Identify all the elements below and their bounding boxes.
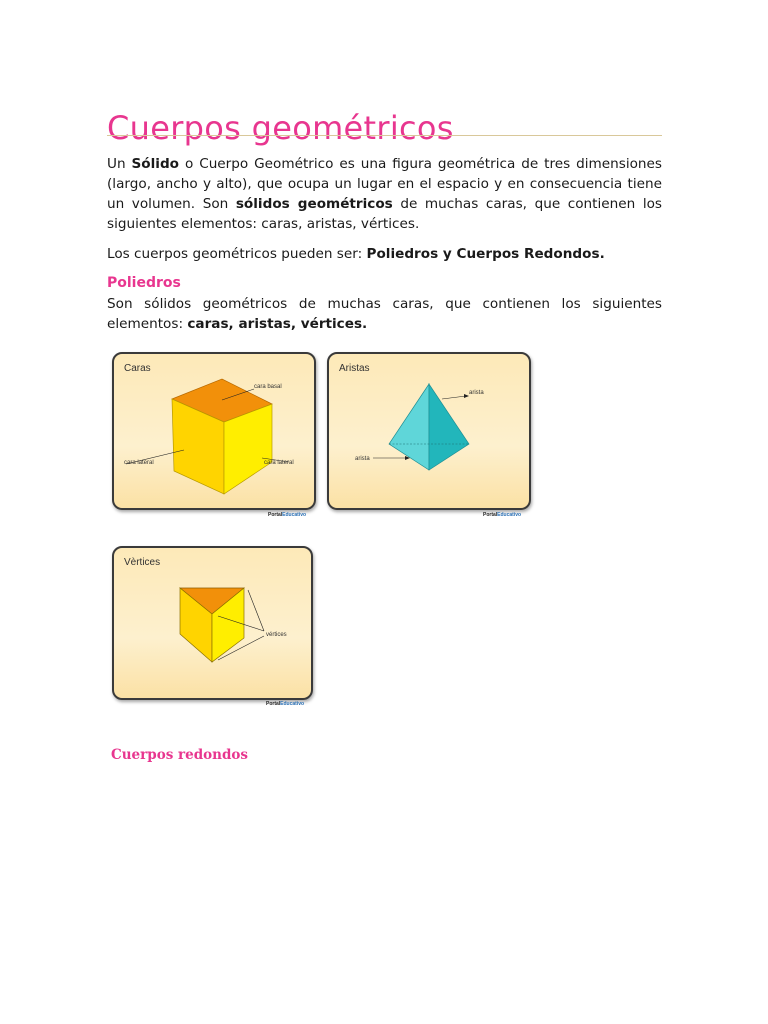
arista-bottom-label: arista: [355, 456, 370, 462]
cube-illustration: [114, 354, 314, 508]
credit-portal: Portal: [483, 512, 498, 518]
caras-figure: [112, 352, 316, 510]
portal-educativo-logo: [268, 512, 306, 518]
credit-educativo: Educativo: [282, 512, 307, 518]
intro-text-3: de muchas caras, que contienen los siguientes elementos: caras, aristas, vértices.: [107, 196, 662, 232]
cara-basal-label: cara basal: [254, 384, 282, 390]
aristas-figure-label: Aristas: [339, 363, 370, 374]
types-text: Los cuerpos geométricos pueden ser:: [107, 246, 367, 262]
page-title: Cuerpos geométricos: [107, 109, 454, 148]
portal-educativo-logo: [266, 701, 304, 707]
types-paragraph: [107, 244, 662, 264]
credit-portal: Portal: [268, 512, 283, 518]
poliedros-paragraph: [107, 294, 662, 334]
poliedros-text: Son sólidos geométricos de muchas caras, que contienen los siguientes elementos:: [107, 296, 662, 332]
intro-paragraph: [107, 154, 662, 234]
prism-illustration: [114, 548, 311, 698]
arista-top-label: arista: [469, 390, 484, 396]
cara-lateral-right-label: cara lateral: [264, 460, 294, 466]
credit-educativo: Educativo: [280, 701, 305, 707]
types-bold: Poliedros y Cuerpos Redondos.: [366, 246, 605, 262]
vertices-figure: [112, 546, 313, 700]
caras-figure-label: Caras: [124, 363, 151, 374]
poliedros-heading: Poliedros: [107, 275, 181, 291]
intro-text-1: Un: [107, 156, 132, 172]
pyramid-illustration: [329, 354, 529, 508]
cara-lateral-left-label: cara lateral: [124, 460, 154, 466]
aristas-figure: [327, 352, 531, 510]
intro-text-2: o Cuerpo Geométrico es una figura geométrica de tres dimensiones (largo, ancho y alto), que ocupa un lugar en el espacio y en consecuencia tiene un volumen. Son: [107, 156, 662, 212]
title-divider: [107, 135, 662, 136]
intro-bold-solido: Sólido: [131, 156, 180, 172]
credit-portal: Portal: [266, 701, 281, 707]
cuerpos-redondos-heading: Cuerpos redondos: [111, 747, 249, 763]
vertices-label: vértices: [266, 632, 287, 638]
vertices-figure-label: Vèrtices: [124, 557, 161, 568]
intro-bold-solidos: sólidos geométricos: [235, 196, 393, 212]
portal-educativo-logo: [483, 512, 521, 518]
credit-educativo: Educativo: [497, 512, 522, 518]
poliedros-bold: caras, aristas, vértices.: [187, 316, 368, 332]
